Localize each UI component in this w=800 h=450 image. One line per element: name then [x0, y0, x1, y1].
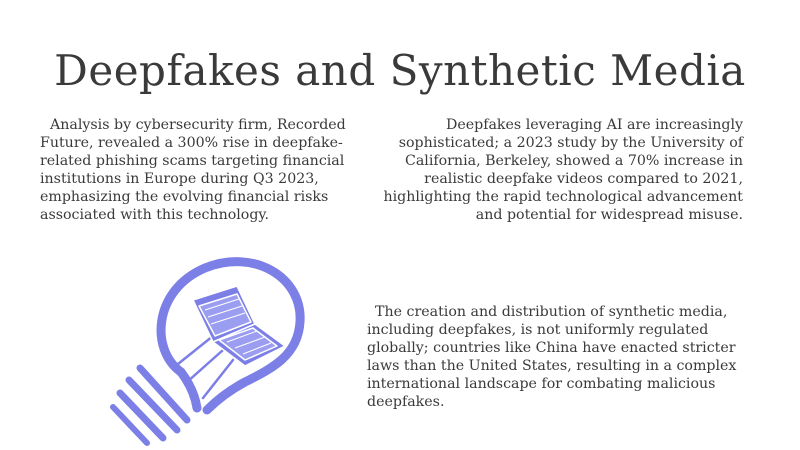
lightbulb-book-icon — [95, 250, 325, 450]
paragraph-phishing-scams: Analysis by cybersecurity firm, Recorded Future, revealed a 300% rise in deepfake-related phishing scams targeting financial institutions in Europe during Q3 2023, emphasizing the evolving financial risks associated with this technology. — [40, 117, 346, 224]
paragraph-deepfake-videos-study: Deepfakes leveraging AI are increasingly sophisticated; a 2023 study by the University of California, Berkeley, showed a 70% increase in realistic deepfake videos compared to 2021, highlighting the rapid technological advancement and potential for widespread misuse. — [383, 117, 743, 224]
paragraph-regulation: The creation and distribution of synthetic media, including deepfakes, is not uniformly regulated globally; countries like China have enacted stricter laws than the United States, resulting in a complex international landscape for combating malicious deepfakes. — [367, 304, 737, 411]
page-title: Deepfakes and Synthetic Media — [54, 46, 746, 96]
